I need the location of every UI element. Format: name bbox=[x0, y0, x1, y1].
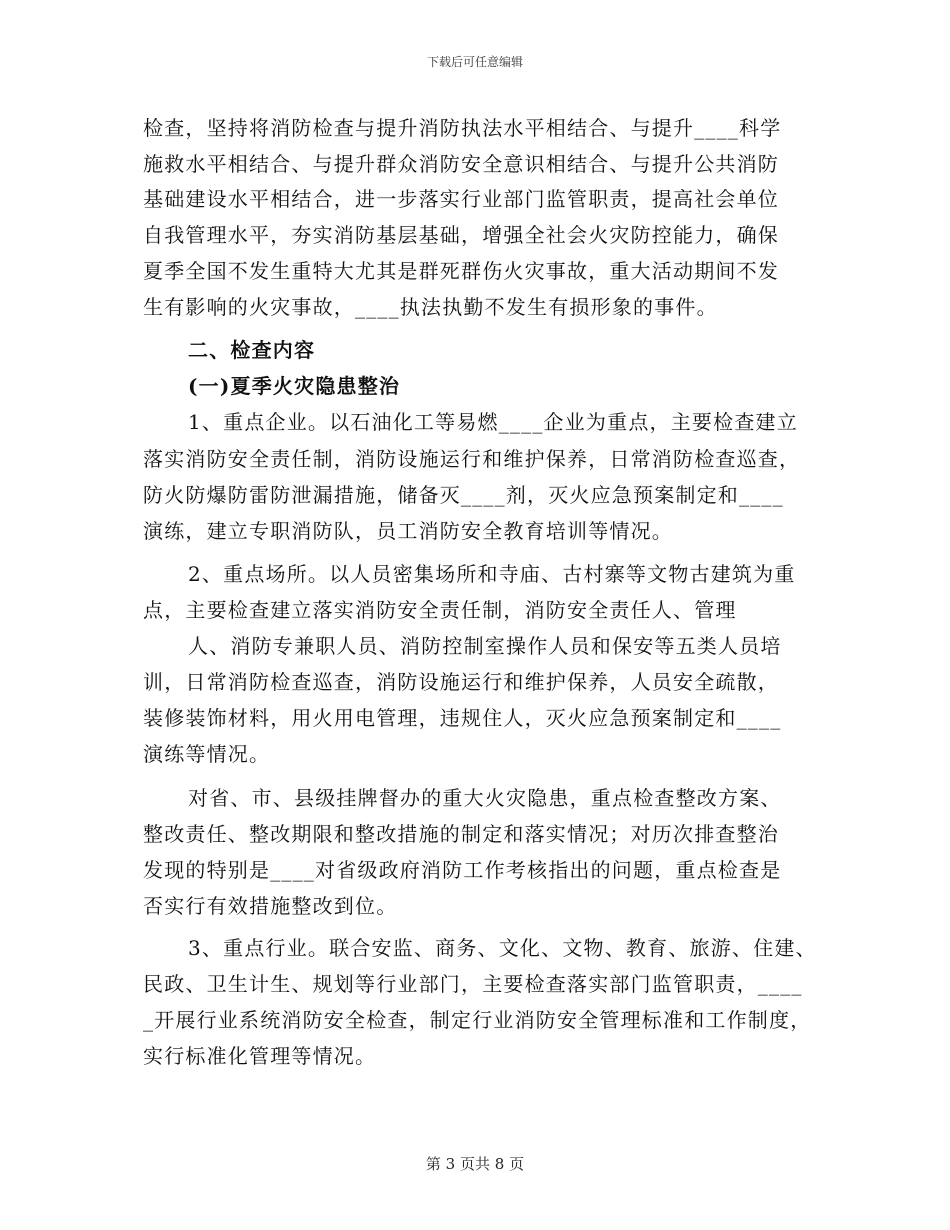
body-line: 3、重点行业。联合安监、商务、文化、文物、教育、旅游、住建、 bbox=[188, 936, 817, 960]
body-line: 发现的特别是____对省级政府消防工作考核指出的问题，重点检查是 bbox=[143, 858, 782, 882]
body-line: 施救水平相结合、与提升群众消防安全意识相结合、与提升公共消防 bbox=[143, 152, 779, 176]
section-heading: 二、检查内容 bbox=[188, 338, 316, 362]
body-line: 装修装饰材料，用火用电管理，违规住人，灭火应急预案制定和____ bbox=[143, 706, 782, 730]
body-line: 点，主要检查建立落实消防安全责任制，消防安全责任人、管理 bbox=[143, 598, 737, 622]
body-line: 实行标准化管理等情况。 bbox=[143, 1044, 377, 1068]
body-line: 检查，坚持将消防检查与提升消防执法水平相结合、与提升____科学 bbox=[143, 116, 782, 140]
body-line: 1、重点企业。以石油化工等易燃____企业为重点，主要检查建立 bbox=[188, 410, 798, 434]
body-line: 演练等情况。 bbox=[143, 742, 271, 766]
page-header: 下载后可任意编辑 bbox=[426, 55, 523, 69]
body-line: 整改责任、整改期限和整改措施的制定和落实情况；对历次排查整治 bbox=[143, 822, 779, 846]
body-line: 基础建设水平相结合，进一步落实行业部门监管职责，提高社会单位 bbox=[143, 187, 779, 211]
body-line: 对省、市、县级挂牌督办的重大火灾隐患，重点检查整改方案、 bbox=[188, 786, 782, 810]
body-line: 人、消防专兼职人员、消防控制室操作人员和保安等五类人员培 bbox=[188, 634, 782, 658]
body-line: 自我管理水平，夯实消防基层基础，增强全社会火灾防控能力，确保 bbox=[143, 223, 779, 247]
page-number: 第 3 页共 8 页 bbox=[425, 1155, 525, 1173]
body-line: 落实消防安全责任制，消防设施运行和维护保养，日常消防检查巡查， bbox=[143, 447, 801, 471]
body-line: 2、重点场所。以人员密集场所和寺庙、古村寨等文物古建筑为重 bbox=[188, 562, 796, 586]
body-line: 民政、卫生计生、规划等行业部门，主要检查落实部门监管职责，____ bbox=[143, 972, 803, 996]
body-line: 夏季全国不发生重特大尤其是群死群伤火灾事故，重大活动期间不发 bbox=[143, 259, 779, 283]
body-line: 防火防爆防雷防泄漏措施，储备灭____剂，灭火应急预案制定和____ bbox=[143, 483, 784, 507]
body-line: 训，日常消防检查巡查，消防设施运行和维护保养，人员安全疏散， bbox=[143, 670, 779, 694]
body-line: 演练，建立专职消防队，员工消防安全教育培训等情况。 bbox=[143, 519, 673, 543]
body-line: 生有影响的火灾事故，____执法执勤不发生有损形象的事件。 bbox=[143, 295, 718, 319]
subsection-heading: (一)夏季火灾隐患整治 bbox=[188, 374, 401, 398]
body-line: _开展行业系统消防安全检查，制定行业消防安全管理标准和工作制度， bbox=[143, 1008, 812, 1032]
body-line: 否实行有效措施整改到位。 bbox=[143, 894, 398, 918]
